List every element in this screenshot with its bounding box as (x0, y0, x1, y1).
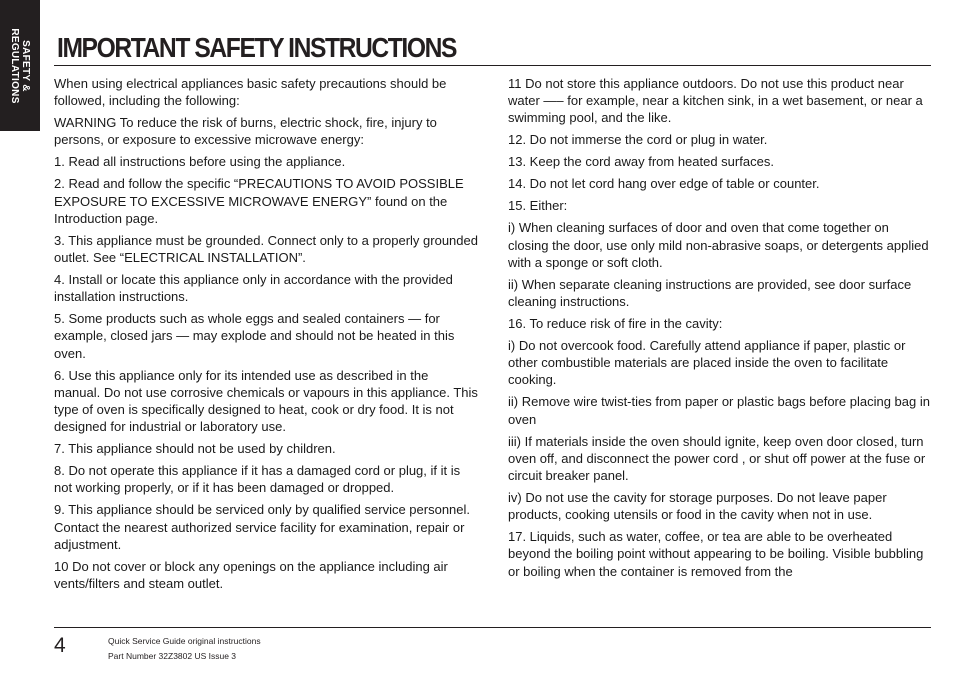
paragraph: 11 Do not store this appliance outdoors. Do not use this product near water —– for example, near a kitchen sink, in a wet basement, or near a swimming pool, and the like. (508, 76, 923, 126)
side-tab-line-1: SAFETY & (20, 40, 31, 92)
paragraph: 8. Do not operate this appliance if it has a damaged cord or plug, if it is not working properly, or if it has been damaged or dropped. (54, 463, 461, 496)
side-tab-line-2: REGULATIONS (9, 28, 20, 104)
section-side-tab-label (9, 28, 31, 103)
paragraph: 16. To reduce risk of fire in the cavity: (508, 316, 723, 332)
paragraph: iii) If materials inside the oven should ignite, keep oven door closed, turn oven off, and disconnect the power cord , or shut off power at the fuse or circuit breaker panel. (508, 433, 926, 484)
paragraph: 14. Do not let cord hang over edge of table or counter. (508, 176, 820, 192)
footer-part-number: Part Number 32Z3802 US Issue 3 (108, 651, 237, 661)
paragraph: 9. This appliance should be serviced only by qualified service personnel. Contact the nearest authorized service facility for examination, repair or adjustment. (54, 502, 471, 552)
paragraph: 17. Liquids, such as water, coffee, or tea are able to be overheated beyond the boiling point without appearing to be boiling. Visible bubbling or boiling when the container is removed from the (508, 529, 924, 579)
paragraph: 7. This appliance should not be used by children. (54, 441, 336, 457)
paragraph: iv) Do not use the cavity for storage purposes. Do not leave paper products, cooking utensils or food in the cavity when not in use. (508, 490, 887, 523)
paragraph: ii) Remove wire twist-ties from paper or plastic bags before placing bag in oven (508, 394, 930, 427)
paragraph: 2. Read and follow the specific “PRECAUTIONS TO AVOID POSSIBLE EXPOSURE TO EXCESSIVE MICROWAVE ENERGY” found on the Introduction page. (54, 176, 464, 226)
title-divider (54, 65, 931, 66)
paragraph: 12. Do not immerse the cord or plug in water. (508, 132, 768, 148)
paragraph: 10 Do not cover or block any openings on the appliance including air vents/filters and steam outlet. (54, 558, 448, 592)
page-number: 4 (54, 634, 66, 657)
footer-divider (54, 627, 931, 628)
paragraph: i) When cleaning surfaces of door and oven that come together on closing the door, use only mild non-abrasive soaps, or detergents applied with a sponge or soft cloth. (508, 220, 929, 270)
paragraph: 1. Read all instructions before using the appliance. (54, 154, 346, 170)
paragraph: 6. Use this appliance only for its intended use as described in the manual. Do not use corrosive chemicals or vapours in this appliance. This type of oven is specifically designed to heat, cook or dry food. It is not designed for industrial or laboratory use. (54, 367, 478, 435)
paragraph: i) Do not overcook food. Carefully attend appliance if paper, plastic or other combustible materials are placed inside the oven to facilitate cooking. (508, 338, 906, 388)
footer-guide-title: Quick Service Guide original instructions (108, 636, 261, 646)
paragraph: 4. Install or locate this appliance only in accordance with the provided installation instructions. (54, 272, 453, 305)
paragraph: 3. This appliance must be grounded. Connect only to a properly grounded outlet. See “ELECTRICAL INSTALLATION”. (54, 232, 478, 266)
right-column (508, 75, 932, 585)
paragraph: 15. Either: (508, 198, 568, 214)
paragraph: 5. Some products such as whole eggs and sealed containers — for example, closed jars — may explode and should not be heated in this oven. (54, 311, 455, 361)
paragraph: When using electrical appliances basic safety precautions should be followed, including the following: (54, 76, 447, 109)
paragraph: ii) When separate cleaning instructions are provided, see door surface cleaning instructions. (508, 276, 912, 310)
paragraph: 13. Keep the cord away from heated surfaces. (508, 154, 774, 170)
page-title: IMPORTANT SAFETY INSTRUCTIONS (57, 32, 457, 63)
section-side-tab (0, 0, 40, 131)
paragraph: WARNING To reduce the risk of burns, electric shock, fire, injury to persons, or exposure to excessive microwave energy: (54, 115, 437, 148)
left-column (54, 75, 478, 597)
